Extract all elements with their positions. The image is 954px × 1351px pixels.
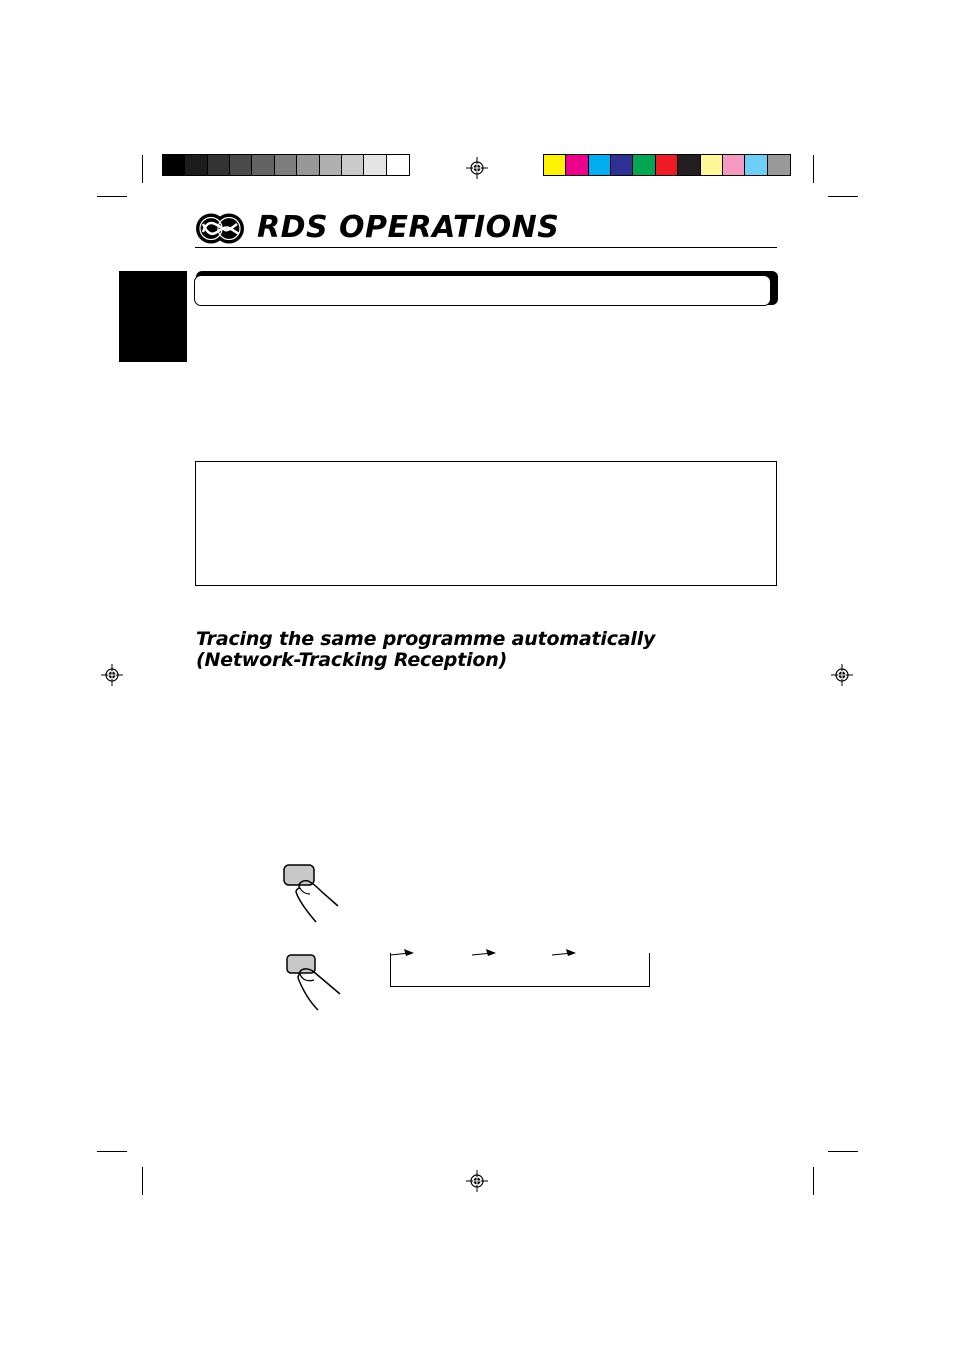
color-swatch bbox=[701, 155, 723, 175]
section-subheading: Tracing the same programme automatically (Network-Tracking Reception) bbox=[196, 628, 656, 671]
color-swatch bbox=[723, 155, 745, 175]
crop-mark bbox=[97, 1151, 127, 1152]
grayscale-color-bar bbox=[162, 154, 410, 176]
color-swatch bbox=[342, 155, 364, 175]
crop-mark bbox=[813, 155, 814, 183]
crop-mark bbox=[142, 1167, 143, 1195]
process-color-bar bbox=[543, 154, 791, 176]
registration-mark-icon bbox=[466, 157, 488, 179]
color-swatch bbox=[566, 155, 588, 175]
color-swatch bbox=[163, 155, 185, 175]
color-swatch bbox=[252, 155, 274, 175]
color-swatch bbox=[275, 155, 297, 175]
finger-press-icon bbox=[282, 862, 342, 926]
crop-mark bbox=[828, 1151, 858, 1152]
color-swatch bbox=[633, 155, 655, 175]
color-swatch bbox=[745, 155, 767, 175]
color-swatch bbox=[768, 155, 790, 175]
color-swatch bbox=[185, 155, 207, 175]
crop-mark bbox=[828, 196, 858, 197]
color-swatch bbox=[589, 155, 611, 175]
color-swatch bbox=[320, 155, 342, 175]
arrow-right-icon bbox=[552, 947, 576, 959]
color-swatch bbox=[364, 155, 386, 175]
rds-logo-icon bbox=[195, 212, 245, 245]
note-box bbox=[195, 461, 777, 586]
crop-mark bbox=[142, 155, 143, 183]
arrow-right-icon bbox=[390, 947, 414, 959]
section-banner bbox=[194, 275, 771, 306]
color-swatch bbox=[297, 155, 319, 175]
title-divider bbox=[195, 247, 777, 248]
mode-cycle-diagram bbox=[390, 953, 650, 987]
color-swatch bbox=[208, 155, 230, 175]
arrow-right-icon bbox=[472, 947, 496, 959]
registration-mark-icon bbox=[101, 664, 123, 686]
crop-mark bbox=[813, 1167, 814, 1195]
color-swatch bbox=[387, 155, 409, 175]
color-swatch bbox=[230, 155, 252, 175]
color-swatch bbox=[656, 155, 678, 175]
registration-mark-icon bbox=[831, 664, 853, 686]
registration-mark-icon bbox=[466, 1170, 488, 1192]
crop-mark bbox=[97, 196, 127, 197]
color-swatch bbox=[611, 155, 633, 175]
language-tab bbox=[119, 271, 187, 362]
color-swatch bbox=[678, 155, 700, 175]
color-swatch bbox=[544, 155, 566, 175]
finger-press-icon bbox=[284, 952, 344, 1014]
page-title: RDS OPERATIONS bbox=[257, 210, 560, 245]
